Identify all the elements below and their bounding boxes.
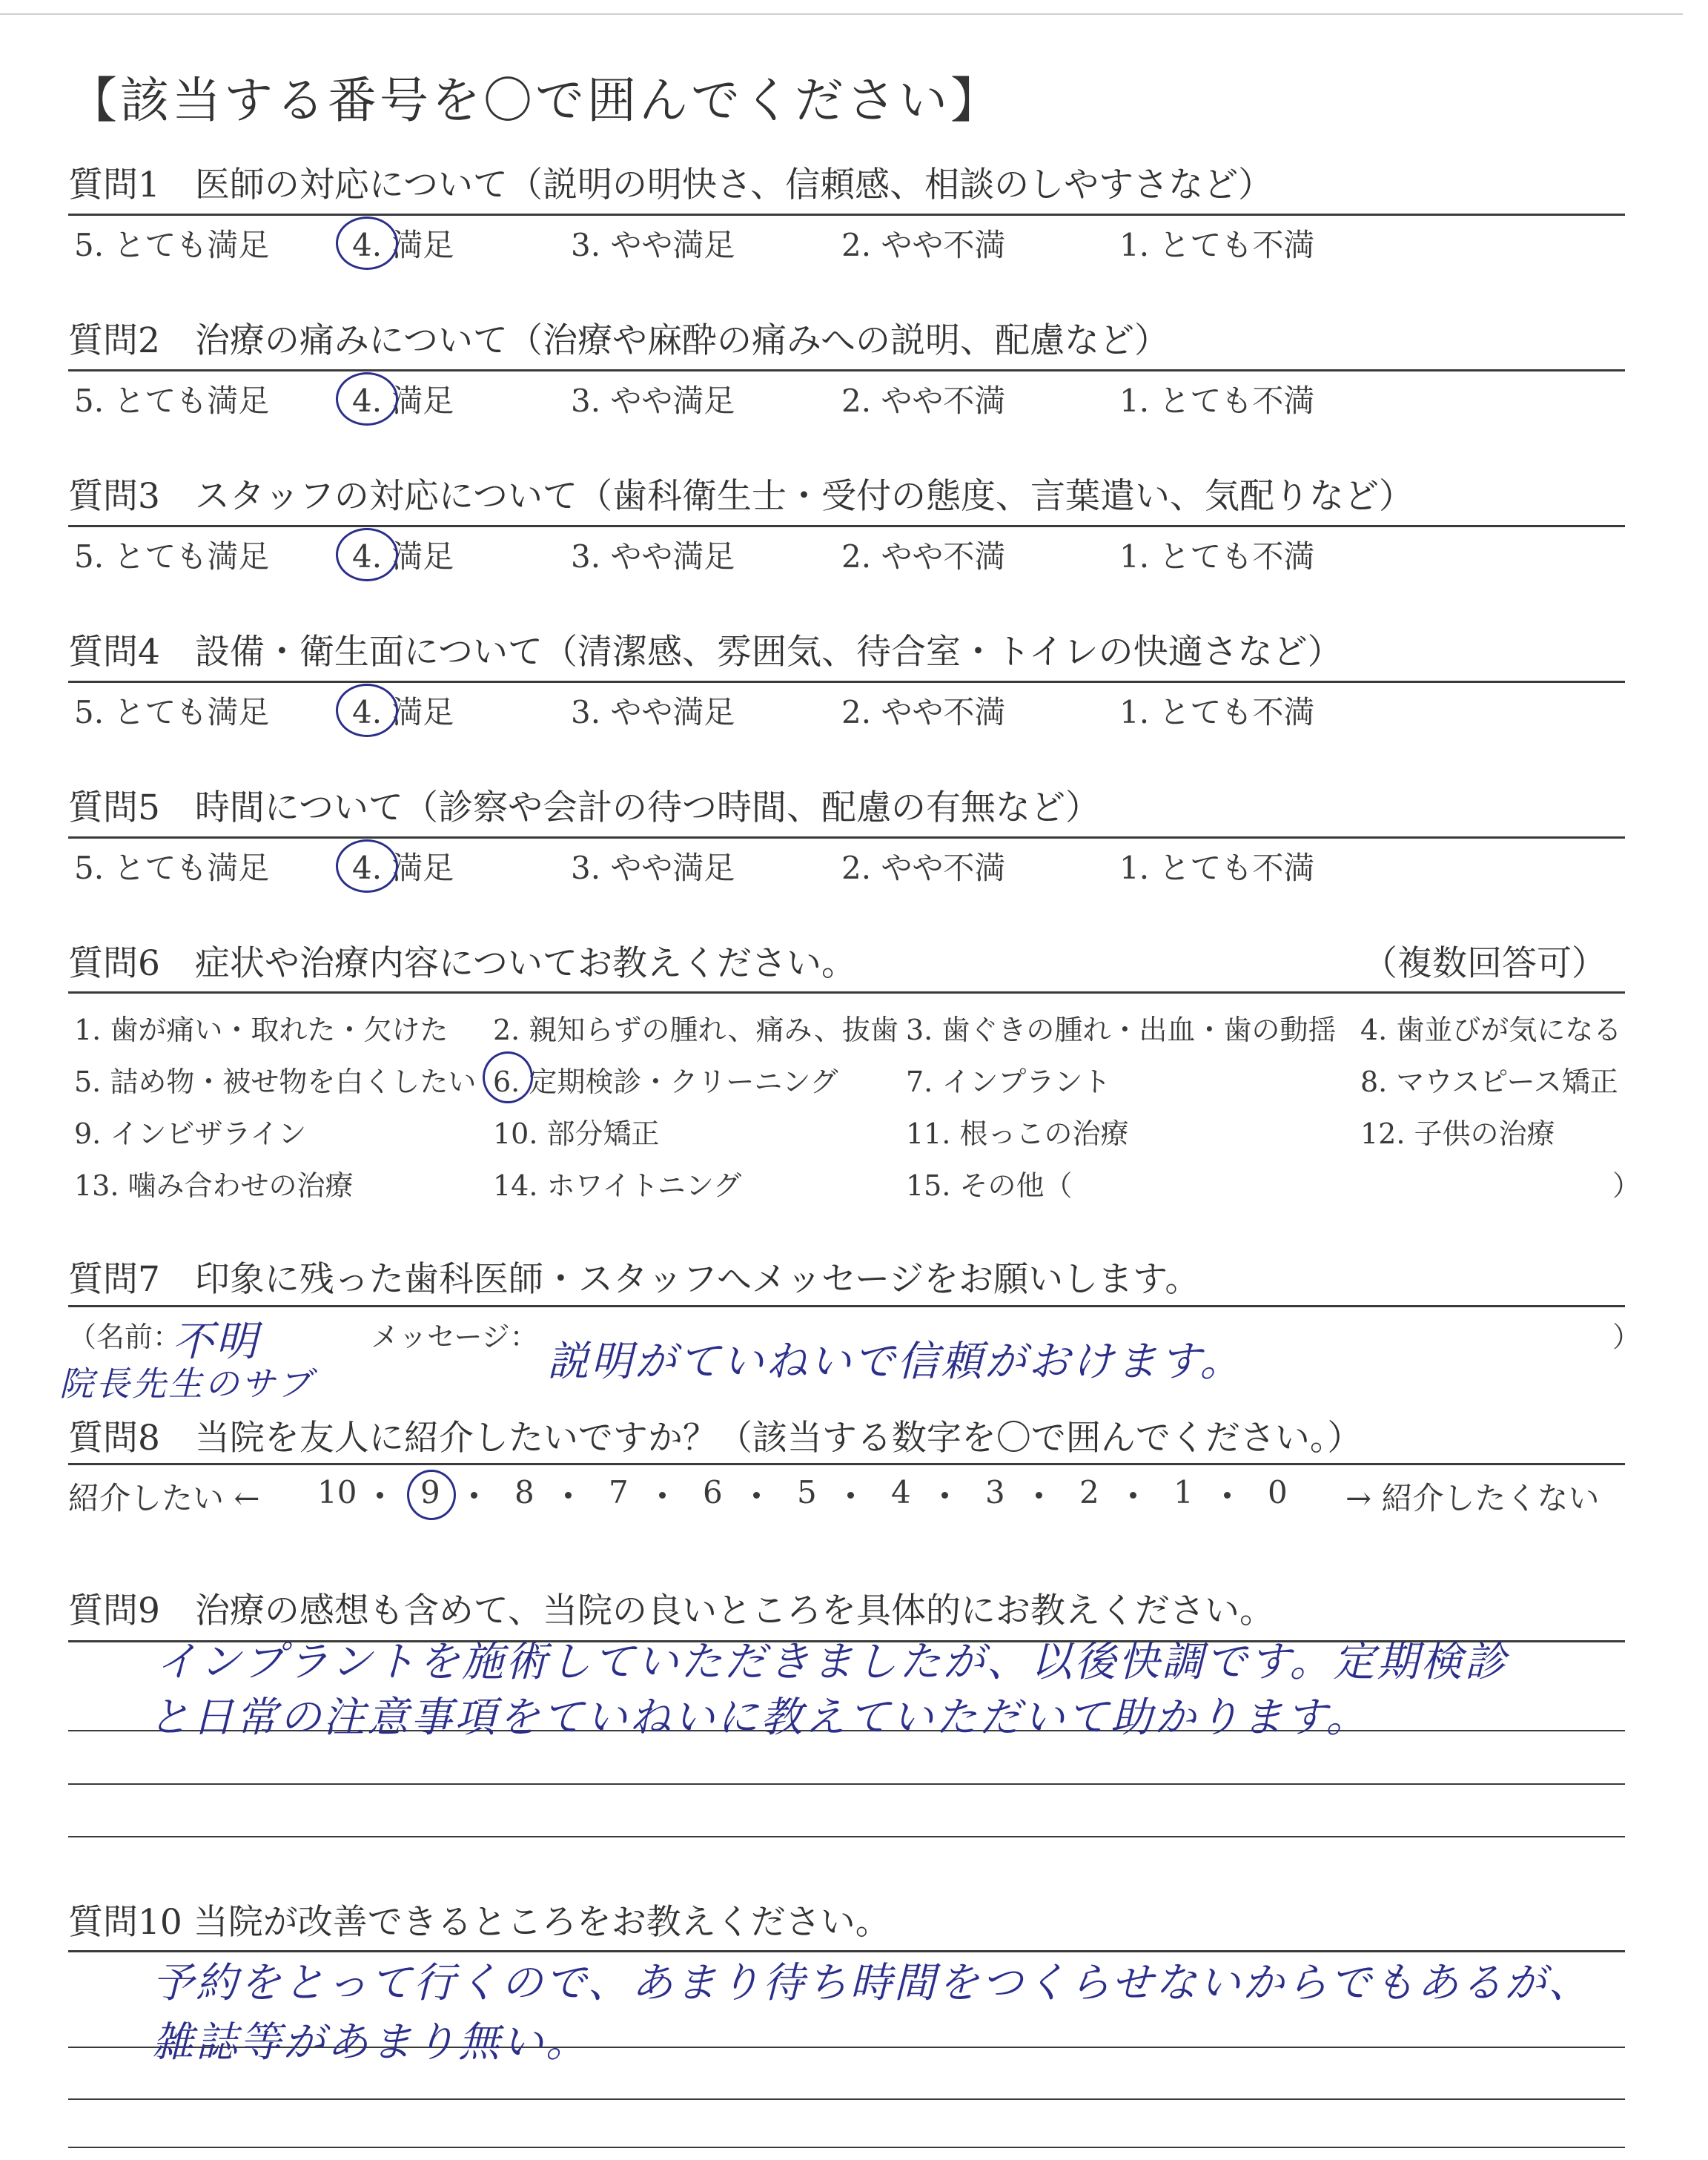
q6-rule	[68, 991, 1625, 994]
q8-separator-dot	[847, 1492, 854, 1499]
q4-option-4: 4. 満足	[352, 694, 454, 730]
q4-rule	[68, 681, 1625, 683]
q6-option-1: 1. 歯が痛い・取れた・欠けた	[74, 1014, 448, 1046]
q9-heading: 質問9 治療の感想も含めて、当院の良いところを具体的にお教えください。	[68, 1591, 1274, 1631]
q5-heading: 質問5 時間について（診察や会計の待つ時間、配慮の有無など）	[68, 787, 1100, 828]
q9-line-4	[68, 1836, 1625, 1837]
q4-selected-circle	[336, 684, 398, 737]
page-top-edge	[0, 13, 1683, 15]
q2-option-5: 5. とても満足	[74, 383, 270, 419]
q2-option-1: 1. とても不満	[1119, 383, 1315, 419]
q1-option-1: 1. とても不満	[1119, 227, 1315, 263]
q7-heading: 質問7 印象に残った歯科医師・スタッフへメッセージをお願いします。	[68, 1259, 1200, 1300]
q3-selected-circle	[336, 528, 398, 581]
q8-selected-circle	[407, 1470, 456, 1520]
q3-option-1: 1. とても不満	[1119, 538, 1315, 575]
q6-option-16: ）	[1612, 1169, 1641, 1202]
q1-heading: 質問1 医師の対応について（説明の明快さ、信頼感、相談のしやすさなど）	[68, 165, 1274, 205]
q2-selected-circle	[336, 372, 398, 426]
q7-message-value: 説明がていねいで信頼がおけます。	[547, 1338, 1244, 1386]
q8-separator-dot	[659, 1492, 666, 1499]
form-title: 【該当する番号を〇で囲んでください】	[68, 72, 1002, 129]
q1-option-4: 4. 満足	[352, 227, 454, 263]
q10-answer-line-2: 雑誌等があまり無い。	[152, 2018, 589, 2067]
q8-separator-dot	[941, 1492, 948, 1499]
q2-option-4: 4. 満足	[352, 383, 454, 419]
q5-option-4: 4. 満足	[352, 850, 454, 886]
q8-scale-6: 6	[703, 1474, 723, 1510]
q10-line-3	[68, 2098, 1625, 2100]
q1-option-3: 3. やや満足	[571, 227, 735, 263]
q6-heading: 質問6 症状や治療内容についてお教えください。	[68, 943, 856, 984]
q5-option-3: 3. やや満足	[571, 850, 735, 886]
q8-scale-9: 9	[420, 1474, 440, 1510]
q6-option-15: 15. その他（	[906, 1169, 1073, 1202]
q6-selected-circle	[483, 1051, 533, 1103]
q8-scale-0: 0	[1268, 1474, 1288, 1510]
q6-option-13: 13. 噛み合わせの治療	[74, 1169, 354, 1202]
q3-heading: 質問3 スタッフの対応について（歯科衛生士・受付の態度、言葉遣い、気配りなど）	[68, 476, 1414, 517]
q8-separator-dot	[565, 1492, 572, 1499]
q7-close-paren: ）	[1612, 1321, 1641, 1353]
q8-rule	[68, 1463, 1625, 1465]
q8-heading: 質問8 当院を友人に紹介したいですか？（該当する数字を〇で囲んでください。）	[68, 1418, 1363, 1459]
q6-option-14: 14. ホワイトニング	[493, 1169, 742, 1202]
q10-answer-line-1: 予約をとって行くので、あまり待ち時間をつくらせないからでもあるが、	[152, 1959, 1592, 2007]
q9-line-3	[68, 1783, 1625, 1785]
q3-option-2: 2. やや不満	[841, 538, 1006, 575]
q3-option-5: 5. とても満足	[74, 538, 270, 575]
q10-line-4	[68, 2147, 1625, 2148]
q4-option-1: 1. とても不満	[1119, 694, 1315, 730]
q7-rule	[68, 1305, 1625, 1307]
q6-option-3: 3. 歯ぐきの腫れ・出血・歯の動揺	[906, 1014, 1337, 1046]
q8-scale-5: 5	[797, 1474, 817, 1510]
q7-message-label: メッセージ：	[371, 1321, 538, 1353]
q3-option-3: 3. やや満足	[571, 538, 735, 575]
q3-rule	[68, 525, 1625, 527]
q8-separator-dot	[753, 1492, 760, 1499]
q2-option-3: 3. やや満足	[571, 383, 735, 419]
q1-option-2: 2. やや不満	[841, 227, 1006, 263]
q5-option-5: 5. とても満足	[74, 850, 270, 886]
q8-separator-dot	[471, 1492, 477, 1499]
q6-option-4: 4. 歯並びが気になる	[1360, 1014, 1622, 1046]
q8-scale-3: 3	[985, 1474, 1005, 1510]
q2-heading: 質問2 治療の痛みについて（治療や麻酔の痛みへの説明、配慮など）	[68, 320, 1170, 361]
q7-name-note: 院長先生のサブ	[59, 1364, 314, 1404]
q2-rule	[68, 369, 1625, 371]
q6-note: （複数回答可）	[1363, 943, 1606, 984]
q5-rule	[68, 836, 1625, 839]
q8-separator-dot	[1036, 1492, 1042, 1499]
q9-answer-line-1: インプラントを施術していただきましたが、以後快調です。定期検診	[156, 1638, 1509, 1686]
q4-option-2: 2. やや不満	[841, 694, 1006, 730]
q6-option-8: 8. マウスピース矯正	[1360, 1066, 1618, 1098]
q1-rule	[68, 214, 1625, 216]
q6-option-7: 7. インプラント	[906, 1066, 1111, 1098]
q1-option-5: 5. とても満足	[74, 227, 270, 263]
q5-option-2: 2. やや不満	[841, 850, 1006, 886]
q8-separator-dot	[1130, 1492, 1136, 1499]
q6-option-12: 12. 子供の治療	[1360, 1117, 1555, 1150]
q8-scale-10: 10	[317, 1474, 357, 1510]
q8-separator-dot	[377, 1492, 383, 1499]
q8-scale-2: 2	[1079, 1474, 1099, 1510]
q6-option-11: 11. 根っこの治療	[906, 1117, 1129, 1150]
q7-name-value: 不明	[172, 1318, 259, 1366]
q6-option-9: 9. インビザライン	[74, 1117, 307, 1150]
q10-heading: 質問10 当院が改善できるところをお教えください。	[68, 1902, 890, 1943]
q9-answer-line-2: と日常の注意事項をていねいに教えていただいて助かります。	[148, 1694, 1370, 1742]
q5-option-1: 1. とても不満	[1119, 850, 1315, 886]
q6-option-10: 10. 部分矯正	[493, 1117, 660, 1150]
q8-separator-dot	[1224, 1492, 1231, 1499]
q8-scale-7: 7	[609, 1474, 629, 1510]
q8-left-label: 紹介したい ←	[68, 1480, 260, 1516]
q3-option-4: 4. 満足	[352, 538, 454, 575]
q8-right-label: → 紹介したくない	[1345, 1480, 1600, 1516]
q2-option-2: 2. やや不満	[841, 383, 1006, 419]
q6-option-6: 6. 定期検診・クリーニング	[493, 1066, 838, 1098]
q6-option-2: 2. 親知らずの腫れ、痛み、抜歯	[493, 1014, 898, 1046]
q6-option-5: 5. 詰め物・被せ物を白くしたい	[74, 1066, 477, 1098]
q8-scale-8: 8	[514, 1474, 534, 1510]
q1-selected-circle	[336, 217, 398, 270]
q4-option-3: 3. やや満足	[571, 694, 735, 730]
q4-option-5: 5. とても満足	[74, 694, 270, 730]
q8-scale-4: 4	[891, 1474, 911, 1510]
q5-selected-circle	[336, 839, 398, 893]
q8-scale-1: 1	[1174, 1474, 1194, 1510]
q7-name-label: （名前：	[68, 1321, 182, 1353]
q4-heading: 質問4 設備・衛生面について（清潔感、雰囲気、待合室・トイレの快適さなど）	[68, 632, 1343, 673]
